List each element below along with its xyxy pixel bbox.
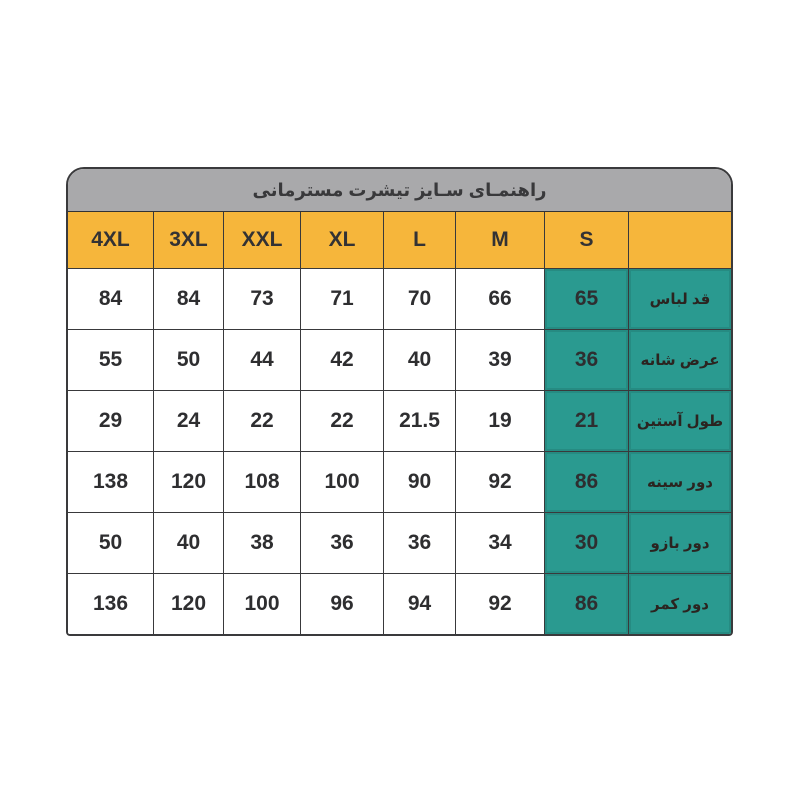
size-value-cell: 22	[223, 390, 300, 451]
size-value-cell: 29	[68, 390, 153, 451]
size-value-cell: 71	[300, 268, 383, 329]
measurement-label-garment-length: قد لباس	[628, 268, 731, 329]
size-value-cell: 96	[300, 573, 383, 634]
column-header-l: L	[383, 212, 455, 268]
column-header-s: S	[544, 212, 628, 268]
size-grid	[68, 212, 731, 634]
size-value-cell-s: 86	[544, 451, 628, 512]
size-value-cell: 42	[300, 329, 383, 390]
column-header-xl: XL	[300, 212, 383, 268]
measurement-label-waist: دور کمر	[628, 573, 731, 634]
size-value-cell: 50	[68, 512, 153, 573]
size-value-cell: 73	[223, 268, 300, 329]
size-value-cell: 100	[223, 573, 300, 634]
size-value-cell: 38	[223, 512, 300, 573]
size-value-cell: 44	[223, 329, 300, 390]
size-value-cell: 94	[383, 573, 455, 634]
size-value-cell: 36	[300, 512, 383, 573]
column-header-m: M	[455, 212, 544, 268]
size-value-cell: 55	[68, 329, 153, 390]
size-value-cell: 40	[383, 329, 455, 390]
size-value-cell: 84	[68, 268, 153, 329]
size-value-cell: 21.5	[383, 390, 455, 451]
size-value-cell: 24	[153, 390, 223, 451]
size-value-cell: 108	[223, 451, 300, 512]
size-value-cell: 19	[455, 390, 544, 451]
size-value-cell: 84	[153, 268, 223, 329]
measurement-label-arm: دور بازو	[628, 512, 731, 573]
size-value-cell: 40	[153, 512, 223, 573]
size-value-cell: 138	[68, 451, 153, 512]
size-value-cell-s: 36	[544, 329, 628, 390]
size-guide-table	[66, 167, 733, 636]
size-value-cell: 120	[153, 573, 223, 634]
size-value-cell: 70	[383, 268, 455, 329]
measurement-label-sleeve-length: طول آستین	[628, 390, 731, 451]
size-value-cell: 92	[455, 573, 544, 634]
size-value-cell: 90	[383, 451, 455, 512]
table-title: راهنمـای سـایز تیشرت مسترمانی	[68, 169, 731, 212]
size-value-cell-s: 86	[544, 573, 628, 634]
size-value-cell-s: 30	[544, 512, 628, 573]
size-value-cell-s: 21	[544, 390, 628, 451]
measurement-label-chest: دور سینه	[628, 451, 731, 512]
size-value-cell: 92	[455, 451, 544, 512]
size-value-cell: 34	[455, 512, 544, 573]
column-header-4xl: 4XL	[68, 212, 153, 268]
size-value-cell: 50	[153, 329, 223, 390]
size-value-cell: 66	[455, 268, 544, 329]
size-value-cell: 136	[68, 573, 153, 634]
size-value-cell: 120	[153, 451, 223, 512]
size-value-cell: 22	[300, 390, 383, 451]
size-value-cell: 36	[383, 512, 455, 573]
column-header-3xl: 3XL	[153, 212, 223, 268]
size-value-cell: 39	[455, 329, 544, 390]
column-header-measure	[628, 212, 731, 268]
column-header-xxl: XXL	[223, 212, 300, 268]
size-value-cell: 100	[300, 451, 383, 512]
measurement-label-shoulder-width: عرض شانه	[628, 329, 731, 390]
size-value-cell-s: 65	[544, 268, 628, 329]
